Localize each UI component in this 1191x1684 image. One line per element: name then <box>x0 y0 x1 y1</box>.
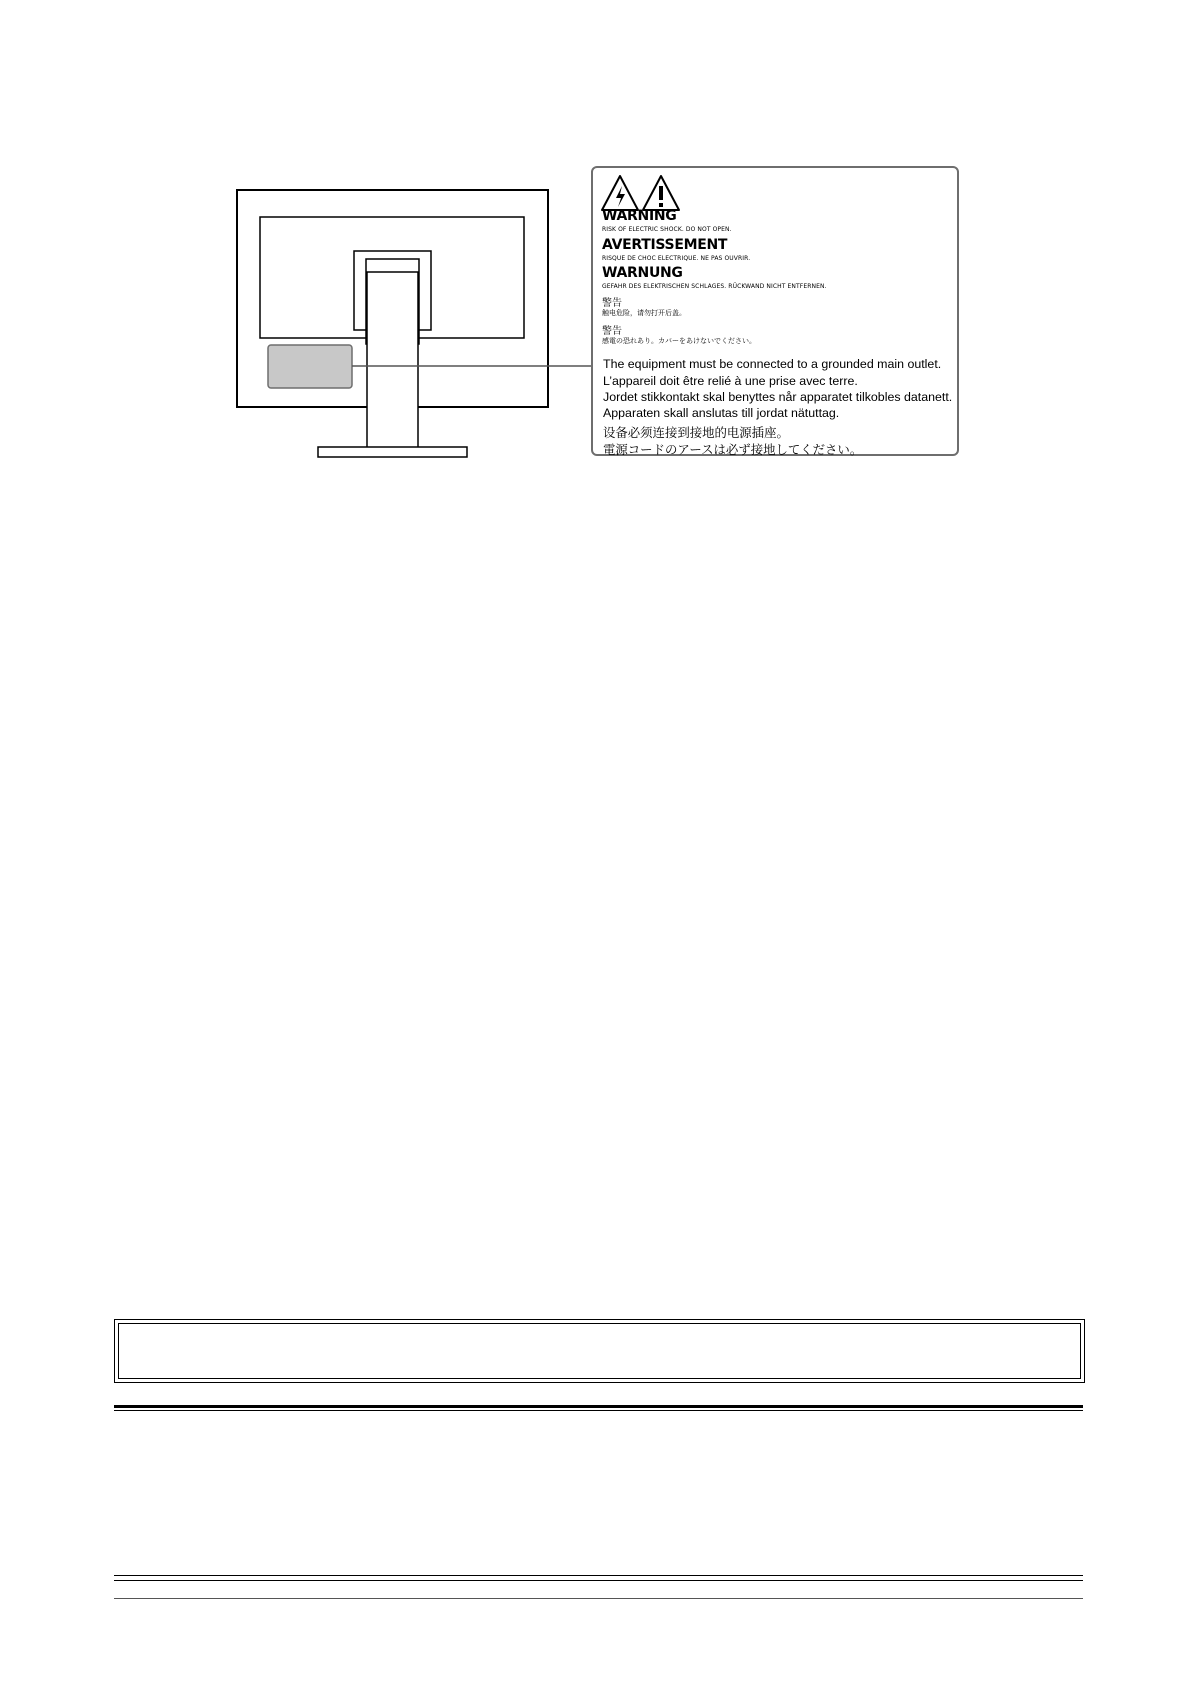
label-location-patch <box>268 345 352 388</box>
warning-subtitle-de: GEFAHR DES ELEKTRISCHEN SCHLAGES. RÜCKWAND NICHT ENTFERNEN. <box>602 283 827 290</box>
warning-heading-fr: AVERTISSEMENT <box>602 237 728 253</box>
warning-subtitle-fr: RISQUE DE CHOC ELECTRIQUE. NE PAS OUVRIR. <box>602 255 751 262</box>
grounding-line-no: Jordet stikkontakt skal benyttes når apparatet tilkobles datanett. <box>603 390 953 404</box>
grounding-line-en: The equipment must be connected to a grounded main outlet. <box>603 357 942 371</box>
warning-heading-en: WARNING <box>602 208 677 224</box>
warning-heading-zh: 警告 <box>602 298 622 309</box>
exclamation-warning-icon <box>643 176 679 210</box>
warning-subtitle-en: RISK OF ELECTRIC SHOCK. DO NOT OPEN. <box>602 226 732 233</box>
warning-subtitle-ja: 感電の恐れあり。カバーをあけないでください。 <box>602 337 756 345</box>
stand-column <box>367 272 418 448</box>
notice-frame-inner <box>118 1323 1081 1379</box>
electric-shock-warning-icon <box>602 176 638 210</box>
section-rule-thick-top <box>114 1405 1083 1408</box>
footer-rule-thin-2 <box>114 1580 1083 1581</box>
warning-subtitle-zh: 触电危险，请勿打开后盖。 <box>602 309 686 317</box>
footer-rule-thin <box>114 1575 1083 1576</box>
warning-label <box>591 166 959 456</box>
footer-rule-bottom <box>114 1598 1083 1599</box>
notice-frame <box>114 1319 1085 1383</box>
grounding-line-ja: 電源コードのアースは必ず接地してください。 <box>603 443 863 457</box>
section-rule-thin-top <box>114 1410 1083 1411</box>
warning-heading-de: WARNUNG <box>602 265 683 281</box>
grounding-line-fr: L’appareil doit être relié à une prise avec terre. <box>603 374 858 388</box>
grounding-line-sv: Apparaten skall anslutas till jordat nätuttag. <box>603 406 840 420</box>
stand-base <box>318 447 467 457</box>
warning-heading-ja: 警告 <box>602 326 622 337</box>
grounding-line-zh: 设备必须连接到接地的电源插座。 <box>603 426 789 440</box>
